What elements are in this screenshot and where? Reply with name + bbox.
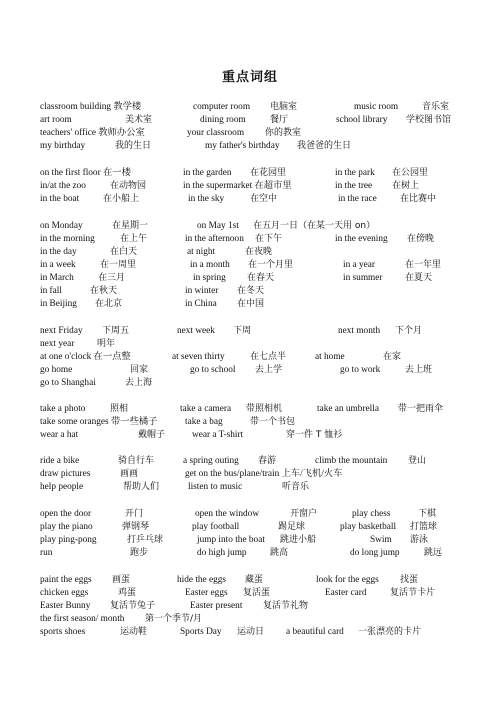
phrase-english: get on the bus/plane/train 上车/飞机/火车	[185, 469, 343, 479]
phrase-english: in/at the zoo	[40, 181, 86, 191]
phrase-chinese: 踢足球	[278, 522, 306, 532]
phrase-chinese: 运动日	[237, 627, 265, 637]
phrase-english: my birthday	[40, 141, 86, 151]
phrase-english: Easter eggs	[185, 588, 228, 598]
phrase-line	[0, 325, 500, 338]
phrase-english: at home	[315, 352, 345, 362]
phrase-chinese: 带照相机	[246, 404, 283, 414]
phrase-english: take a photo	[40, 404, 86, 414]
phrase-english: take some oranges 带一些橘子	[40, 417, 158, 427]
phrase-english: go to work	[340, 365, 381, 375]
phrase-chinese: 画蛋	[112, 575, 131, 585]
phrase-english: at one o'clock 在一点整	[40, 352, 131, 362]
phrase-english: run	[40, 548, 53, 558]
phrase-chinese: 在秋天	[90, 286, 118, 296]
phrase-chinese: 去上学	[255, 365, 283, 375]
phrase-english: in the evening	[335, 234, 388, 244]
phrase-line	[0, 127, 500, 140]
phrase-english: play the piano	[40, 522, 93, 532]
phrase-english: a beautiful card	[286, 627, 344, 637]
phrase-chinese: 复活蛋	[243, 588, 271, 598]
phrase-chinese: 跳进小船	[280, 535, 317, 545]
phrase-chinese: 打乒乓球	[127, 535, 164, 545]
phrase-chinese: 在动物园	[110, 181, 147, 191]
phrase-english: in March	[40, 273, 74, 283]
phrase-chinese: 美术室	[125, 115, 153, 125]
phrase-english: computer room	[193, 102, 251, 112]
phrase-line	[0, 233, 500, 246]
phrase-chinese: 在北京	[95, 299, 123, 309]
phrase-english: in a year	[343, 260, 376, 270]
phrase-chinese: 在傍晚	[407, 234, 435, 244]
phrase-chinese: 打篮球	[410, 522, 438, 532]
phrase-chinese: 在小船上	[103, 194, 140, 204]
phrase-chinese: 鸡蛋	[118, 588, 137, 598]
phrase-english: next week	[177, 326, 215, 336]
phrase-chinese: 藏蛋	[245, 575, 264, 585]
phrase-chinese: 在夏天	[405, 273, 433, 283]
phrase-english: art room	[40, 115, 72, 125]
phrase-english: take a bag	[185, 417, 223, 427]
phrase-english: in the boat	[40, 194, 80, 204]
phrase-english: play basketball	[340, 522, 397, 532]
phrase-english: dining room	[200, 115, 246, 125]
phrase-english: take an umbrella	[317, 404, 379, 414]
phrase-english: in fall	[40, 286, 62, 296]
phrase-chinese: 在中国	[237, 299, 265, 309]
phrase-chinese: 回家	[130, 365, 149, 375]
phrase-english: in a week	[40, 260, 76, 270]
phrase-line	[0, 468, 500, 481]
phrase-chinese: 下周	[233, 326, 252, 336]
phrase-english: school library	[336, 115, 388, 125]
phrase-english: your classroom	[187, 128, 245, 138]
phrase-english: sports shoes	[40, 627, 86, 637]
phrase-line	[0, 140, 500, 153]
phrase-english: in winter	[185, 286, 219, 296]
phrase-english: classroom building 教学楼	[40, 102, 142, 112]
phrase-english: open the window	[195, 509, 260, 519]
phrase-line	[0, 338, 500, 351]
phrase-chinese: 在春天	[247, 273, 275, 283]
phrase-chinese: 跳远	[424, 548, 443, 558]
phrase-line	[0, 429, 500, 442]
phrase-english: play ping-pong	[40, 535, 97, 545]
phrase-english: in a month	[190, 260, 230, 270]
phrase-english: do long jump	[350, 548, 400, 558]
phrase-chinese: 第一个季节/月	[145, 614, 203, 624]
phrase-english: chicken eggs	[40, 588, 89, 598]
phrase-english: next month	[338, 326, 381, 336]
phrase-chinese: 在上午	[120, 234, 148, 244]
phrase-english: Easter Bunny	[40, 601, 91, 611]
phrase-english: do high jump	[197, 548, 247, 558]
phrase-english: music room	[354, 102, 399, 112]
phrase-line	[0, 547, 500, 560]
phrase-line	[0, 600, 500, 613]
phrase-english: listen to music	[188, 482, 243, 492]
phrase-line	[0, 364, 500, 377]
phrase-english: on the first floor 在一楼	[40, 168, 131, 178]
phrase-line	[0, 193, 500, 206]
phrase-chinese: 春游	[258, 456, 277, 466]
phrase-english: teachers' office 教师办公室	[40, 128, 145, 138]
phrase-line	[0, 285, 500, 298]
phrase-line	[0, 180, 500, 193]
phrase-english: hide the eggs	[177, 575, 227, 585]
phrase-chinese: 你的教室	[265, 128, 302, 138]
phrase-chinese: 游泳	[410, 535, 429, 545]
phrase-chinese: 帮助人们	[123, 482, 160, 492]
phrase-line	[0, 455, 500, 468]
phrase-chinese: 照相	[110, 404, 129, 414]
phrase-chinese: 画画	[120, 469, 139, 479]
phrase-line	[0, 403, 500, 416]
phrase-line	[0, 351, 500, 364]
phrase-line	[0, 481, 500, 494]
phrase-chinese: 我爸爸的生日	[297, 141, 352, 151]
phrase-chinese: 在家	[383, 352, 402, 362]
phrase-english: Sports Day	[180, 627, 222, 637]
phrase-chinese: 找蛋	[400, 575, 419, 585]
phrase-chinese: 在一周里	[100, 260, 137, 270]
phrase-chinese: 餐厅	[270, 115, 289, 125]
phrase-english: in the race	[338, 194, 377, 204]
phrase-english: play chess	[352, 509, 391, 519]
phrase-english: Easter present	[190, 601, 243, 611]
phrase-chinese: 在空中	[250, 194, 278, 204]
phrase-chinese: 在三月	[98, 273, 126, 283]
phrase-chinese: 复活节礼物	[263, 601, 309, 611]
phrase-chinese: 在树上	[392, 181, 420, 191]
phrase-english: paint the eggs	[40, 575, 92, 585]
phrase-english: in the sky	[188, 194, 225, 204]
phrase-english: the first season/ month	[40, 614, 125, 624]
phrase-english: on May 1st	[197, 221, 239, 231]
phrase-chinese: 弹钢琴	[122, 522, 150, 532]
phrase-chinese: 带一个书包	[250, 417, 296, 427]
phrase-chinese: 在比赛中	[400, 194, 437, 204]
phrase-chinese: 穿一件 T 恤衫	[286, 430, 343, 440]
phrase-english: in the park	[335, 168, 375, 178]
phrase-english: help people	[40, 482, 84, 492]
phrase-chinese: 开窗户	[290, 509, 318, 519]
phrase-english: go to school	[190, 365, 236, 375]
phrase-english: look for the eggs	[316, 575, 379, 585]
phrase-line	[0, 574, 500, 587]
phrase-chinese: 明年	[97, 339, 116, 349]
phrase-english: take a camera	[180, 404, 232, 414]
phrase-english: on Monday	[40, 221, 83, 231]
phrase-english: go to Shanghai	[40, 378, 96, 388]
phrase-line	[0, 246, 500, 259]
phrase-english: my father's birthday	[205, 141, 280, 151]
phrase-chinese: 在冬天	[237, 286, 265, 296]
phrase-english: in China	[185, 299, 217, 309]
phrase-chinese: 音乐室	[422, 102, 450, 112]
phrase-line	[0, 521, 500, 534]
phrase-chinese: 开门	[125, 509, 144, 519]
phrase-line	[0, 101, 500, 114]
phrase-line	[0, 377, 500, 390]
phrase-english: at night	[187, 247, 216, 257]
phrase-line	[0, 272, 500, 285]
phrase-chinese: 复活节卡片	[390, 588, 436, 598]
phrase-chinese: 骑自行车	[118, 456, 155, 466]
phrase-chinese: 在五月一日（在某一天用 on）	[253, 221, 376, 231]
phrase-chinese: 去上班	[405, 365, 433, 375]
phrase-line	[0, 534, 500, 547]
phrase-chinese: 带一把雨伞	[398, 404, 444, 414]
phrase-english: a spring outing	[183, 456, 239, 466]
phrase-english: open the door	[40, 509, 92, 519]
phrase-line	[0, 613, 500, 626]
phrase-chinese: 在一年里	[405, 260, 442, 270]
phrase-english: in the tree	[335, 181, 373, 191]
phrase-chinese: 下棋	[418, 509, 437, 519]
phrase-chinese: 下个月	[395, 326, 423, 336]
phrase-chinese: 电脑室	[270, 102, 298, 112]
phrase-english: in the supermarket 在超市里	[183, 181, 292, 191]
phrase-chinese: 去上海	[125, 378, 153, 388]
page-title: 重点词组	[221, 70, 278, 85]
phrase-chinese: 登山	[408, 456, 427, 466]
phrase-chinese: 在公园里	[392, 168, 429, 178]
phrase-english: in the morning	[40, 234, 95, 244]
phrase-chinese: 在一个月里	[248, 260, 294, 270]
phrase-line	[0, 114, 500, 127]
phrase-english: climb the mountain	[315, 456, 388, 466]
phrase-chinese: 在下午	[255, 234, 283, 244]
phrase-english: ride a bike	[40, 456, 80, 466]
phrase-english: in summer	[343, 273, 383, 283]
phrase-english: Swim	[370, 535, 392, 545]
phrase-english: draw pictures	[40, 469, 91, 479]
phrase-chinese: 在花园里	[250, 168, 287, 178]
phrase-english: jump into the boat	[197, 535, 265, 545]
phrase-chinese: 听音乐	[282, 482, 310, 492]
phrase-chinese: 戴帽子	[138, 430, 166, 440]
phrase-chinese: 在白天	[110, 247, 138, 257]
phrase-english: next Friday	[40, 326, 83, 336]
phrase-english: in the day	[40, 247, 77, 257]
phrase-chinese: 跳高	[270, 548, 289, 558]
phrase-english: in the garden	[183, 168, 232, 178]
phrase-chinese: 在七点半	[250, 352, 287, 362]
phrase-english: in spring	[193, 273, 226, 283]
phrase-english: play football	[192, 522, 240, 532]
phrase-line	[0, 167, 500, 180]
phrase-line	[0, 508, 500, 521]
phrase-chinese: 复活节兔子	[110, 601, 156, 611]
phrase-chinese: 下周五	[102, 326, 130, 336]
phrase-english: wear a hat	[40, 430, 79, 440]
phrase-english: wear a T-shirt	[192, 430, 244, 440]
phrase-chinese: 一张漂亮的卡片	[358, 627, 422, 637]
phrase-english: at seven thirty	[172, 352, 225, 362]
phrase-english: Easter card	[325, 588, 367, 598]
phrase-chinese: 在夜晚	[245, 247, 273, 257]
phrase-line	[0, 259, 500, 272]
phrase-chinese: 在星期一	[112, 221, 149, 231]
phrase-english: go home	[40, 365, 73, 375]
phrase-line	[0, 416, 500, 429]
phrase-chinese: 跑步	[130, 548, 149, 558]
phrase-line	[0, 298, 500, 311]
phrase-chinese: 我的生日	[115, 141, 152, 151]
phrase-english: next year	[40, 339, 75, 349]
phrase-line	[0, 587, 500, 600]
phrase-chinese: 运动鞋	[120, 627, 148, 637]
phrase-english: in the afternoon	[185, 234, 244, 244]
phrase-english: in Beijing	[40, 299, 77, 309]
phrase-line	[0, 220, 500, 233]
phrase-chinese: 学校图书馆	[406, 115, 452, 125]
phrase-line	[0, 626, 500, 639]
